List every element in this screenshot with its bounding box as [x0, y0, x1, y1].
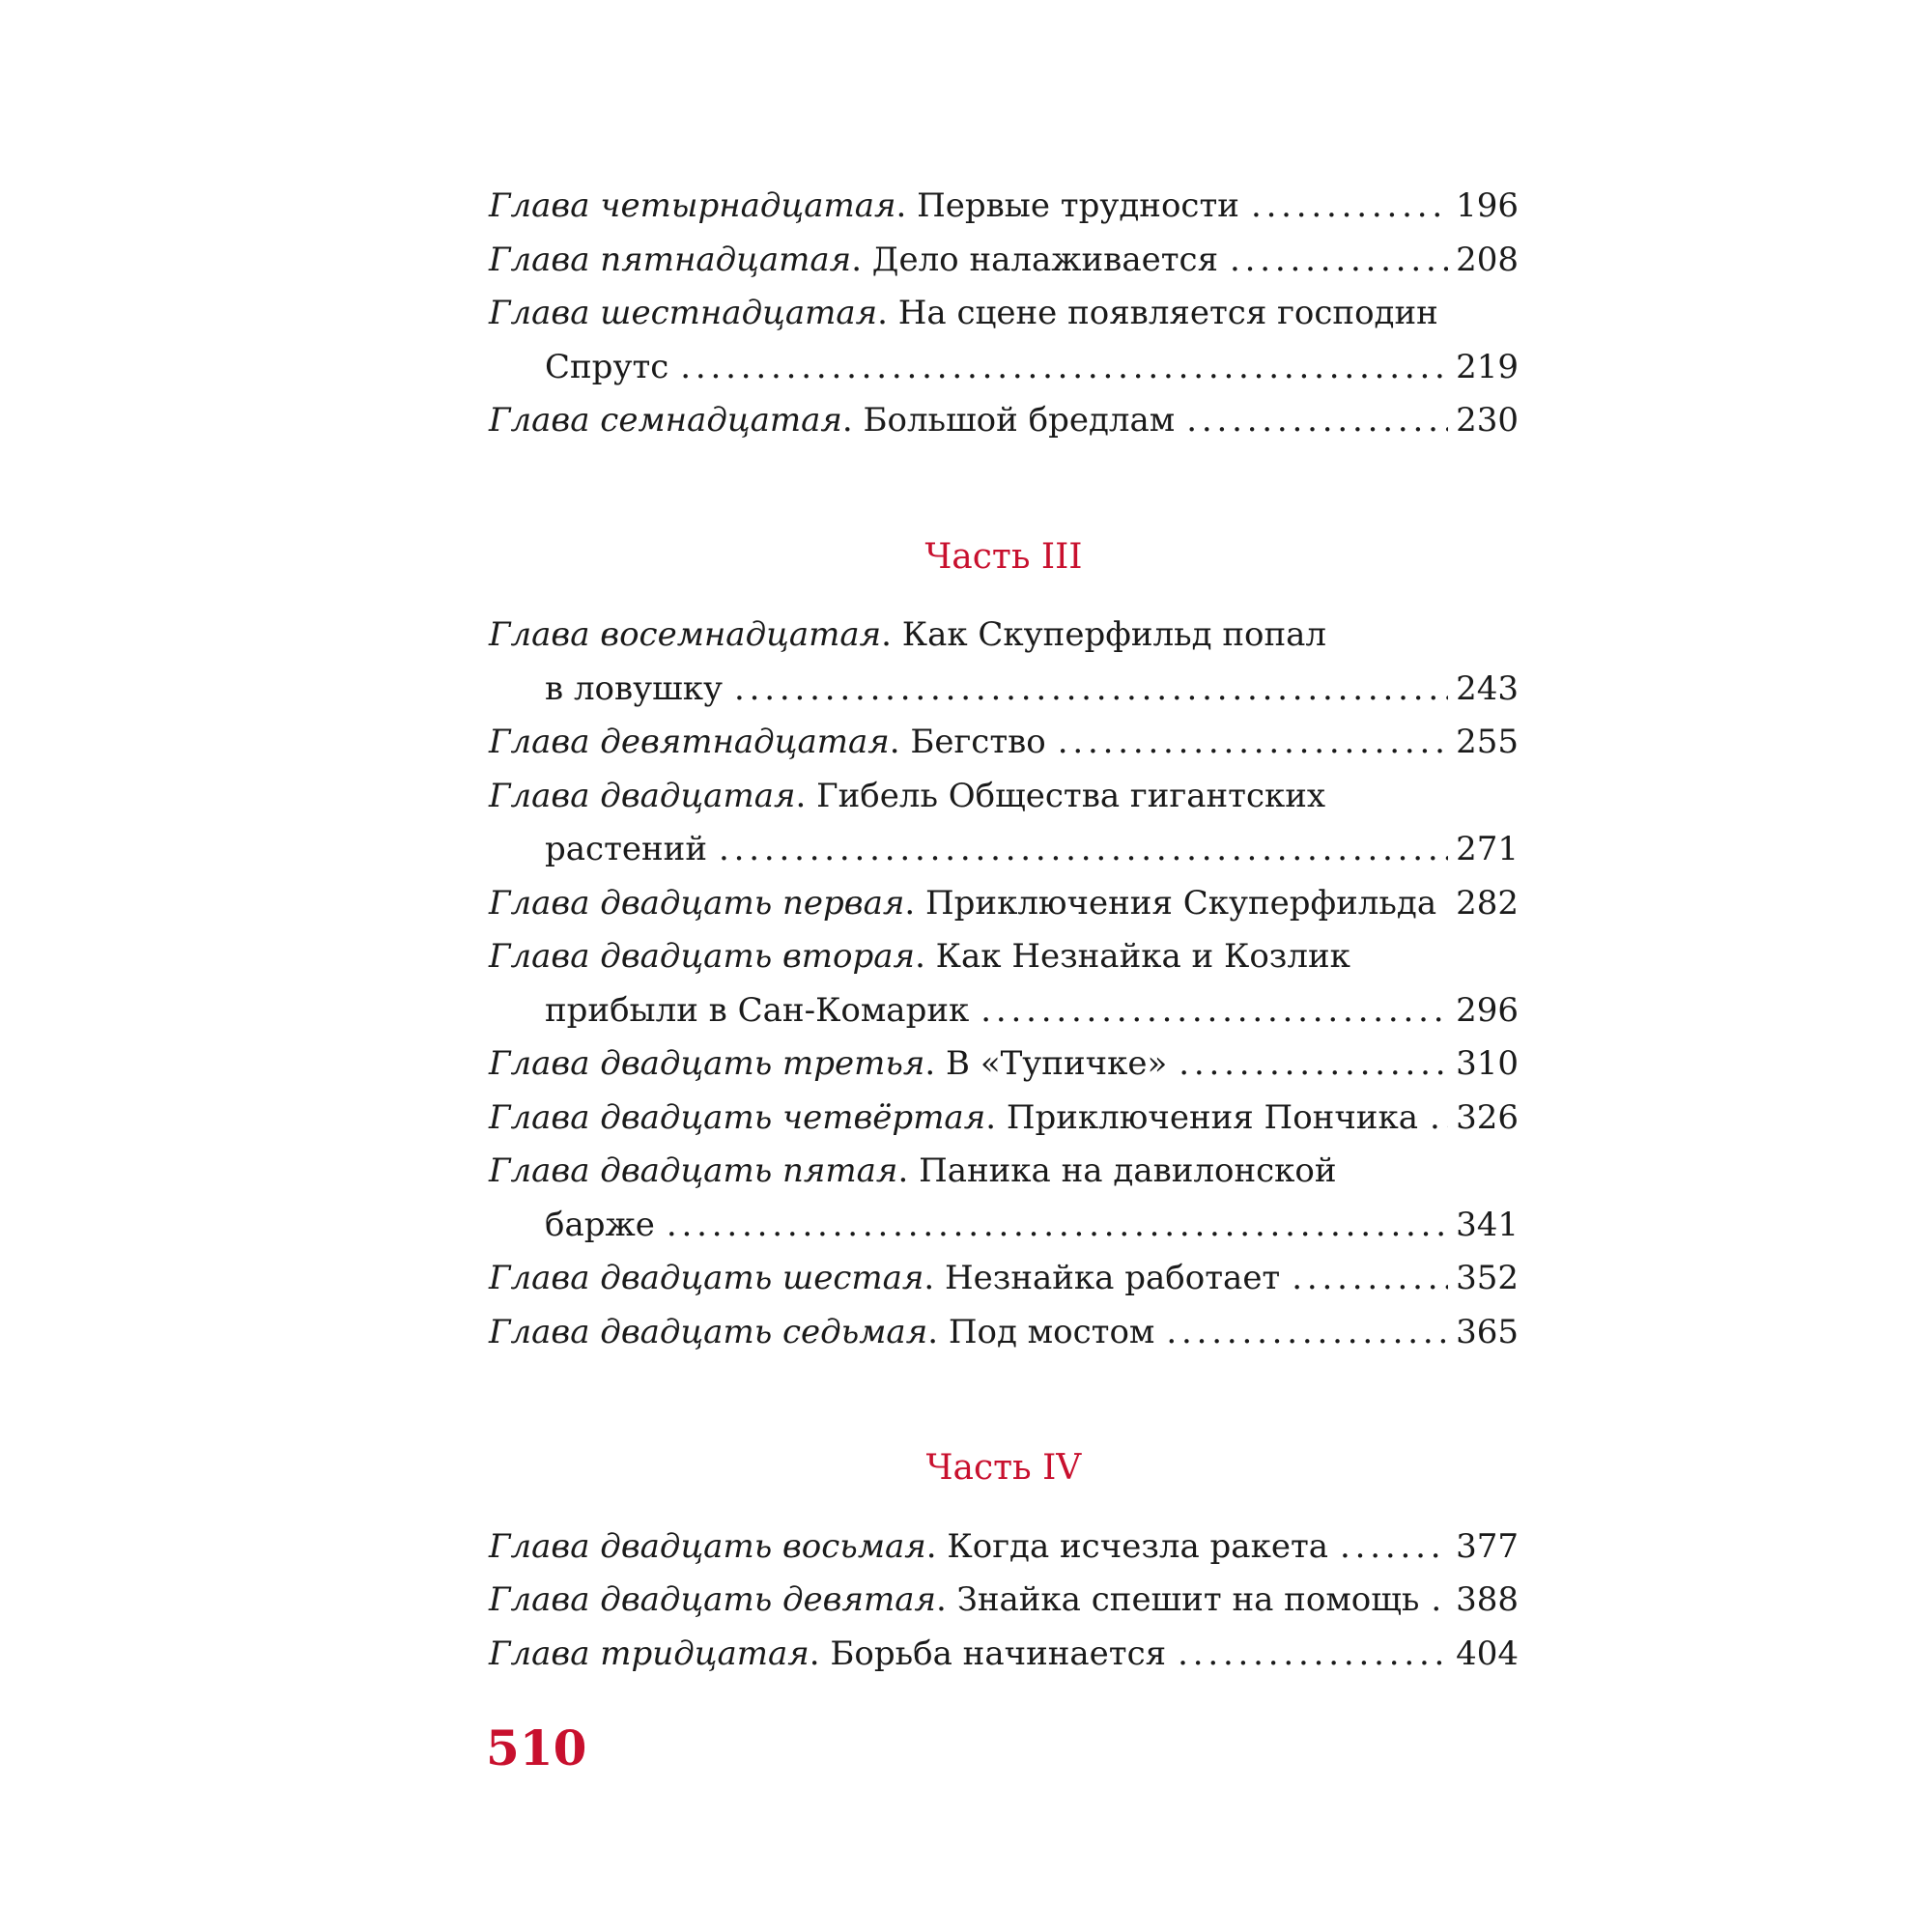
toc-group-part4: [489, 1520, 1519, 1682]
chapter-title: . Бегство: [889, 723, 1046, 761]
chapter-title-continued: растений: [545, 830, 707, 868]
spacer: [489, 1359, 1519, 1441]
toc-group-part2-end: [489, 180, 1519, 448]
dot-leader: [1430, 1092, 1448, 1146]
chapter-title: . Большой бредлам: [841, 401, 1176, 440]
toc-group-part3: [489, 609, 1519, 1359]
chapter-page-number: 255: [1456, 723, 1519, 761]
toc-entry-continuation: [489, 823, 1519, 877]
chapter-page-number: 230: [1456, 401, 1519, 440]
toc-entry-continuation: [489, 341, 1519, 395]
toc-entry-line: [489, 287, 1519, 341]
chapter-title: . Как Незнайка и Козлик: [915, 937, 1350, 976]
chapter-heading: [489, 1574, 1419, 1628]
dot-leader: [1431, 1574, 1448, 1628]
chapter-page-number: 365: [1456, 1312, 1519, 1351]
toc-entry: [489, 394, 1519, 448]
toc-entry-line: [489, 1145, 1519, 1199]
dot-leader: [1230, 234, 1448, 288]
dot-leader: [1058, 716, 1448, 770]
chapter-label: Глава тридцатая: [489, 1634, 810, 1673]
chapter-title: . Незнайка работает: [923, 1259, 1281, 1297]
chapter-label: Глава пятнадцатая: [489, 240, 852, 279]
chapter-label: Глава двадцать первая: [489, 883, 905, 923]
toc-entry: [489, 1092, 1519, 1146]
toc-entry: [489, 1306, 1519, 1360]
chapter-title: . Приключения Скуперфильда: [904, 883, 1437, 923]
dot-leader: [719, 823, 1448, 877]
chapter-heading: [489, 1306, 1154, 1360]
toc-entry: [489, 1520, 1519, 1575]
chapter-label: Глава двадцать вторая: [489, 937, 916, 976]
chapter-heading: [489, 180, 1239, 234]
chapter-page-number: 243: [1456, 668, 1519, 708]
table-of-contents: [489, 180, 1519, 1681]
toc-entry: [489, 1037, 1519, 1092]
chapter-heading: [489, 394, 1175, 448]
toc-entry: [489, 1574, 1519, 1628]
toc-entry-line: [489, 770, 1519, 824]
toc-entry-continuation: [489, 984, 1519, 1038]
chapter-page-number: 388: [1456, 1580, 1519, 1619]
chapter-page-number: 310: [1456, 1044, 1519, 1083]
chapter-label: Глава двадцать пятая: [489, 1151, 898, 1190]
chapter-label: Глава двадцать шестая: [489, 1259, 924, 1297]
dot-leader: [1166, 1306, 1448, 1360]
chapter-title: . Под мостом: [927, 1312, 1155, 1351]
chapter-page-number: 341: [1456, 1205, 1519, 1244]
chapter-title: . Дело налаживается: [851, 240, 1219, 279]
dot-leader: [1292, 1252, 1448, 1306]
dot-leader: [734, 663, 1448, 717]
chapter-title-continued: в ловушку: [545, 668, 724, 708]
chapter-title: . На сцене появляется господин: [877, 294, 1438, 332]
dot-leader: [667, 1199, 1448, 1253]
dot-leader: [980, 984, 1448, 1038]
chapter-label: Глава двадцать восьмая: [489, 1526, 926, 1566]
chapter-heading: [489, 234, 1218, 288]
toc-entry-continuation: [489, 663, 1519, 717]
toc-entry: [489, 877, 1519, 931]
chapter-heading: [489, 1520, 1328, 1575]
chapter-label: Глава семнадцатая: [489, 401, 842, 440]
chapter-page-number: 271: [1456, 830, 1519, 868]
chapter-page-number: 208: [1456, 240, 1519, 279]
chapter-heading: [489, 716, 1046, 770]
chapter-heading: [489, 877, 1436, 931]
chapter-page-number: 326: [1456, 1097, 1519, 1137]
toc-entry-line: [489, 930, 1519, 984]
chapter-title: . Знайка спешит на помощь: [936, 1580, 1420, 1619]
toc-entry: [489, 1252, 1519, 1306]
chapter-title: . Гибель Общества гигантских: [795, 776, 1326, 815]
chapter-title: . Как Скуперфильд попал: [881, 615, 1326, 654]
chapter-heading: [489, 1628, 1166, 1682]
dot-leader: [1178, 1628, 1448, 1682]
spacer: [489, 1495, 1519, 1520]
dot-leader: [680, 341, 1448, 395]
chapter-page-number: 196: [1456, 186, 1519, 225]
chapter-title-continued: прибыли в Сан-Комарик: [545, 990, 970, 1030]
spacer: [489, 583, 1519, 609]
chapter-label: Глава четырнадцатая: [489, 186, 896, 225]
chapter-page-number: 352: [1456, 1259, 1519, 1297]
chapter-title-continued: барже: [545, 1205, 655, 1244]
chapter-label: Глава двадцать третья: [489, 1044, 925, 1083]
dot-leader: [1340, 1520, 1448, 1575]
chapter-page-number: 377: [1456, 1526, 1519, 1566]
chapter-page-number: 219: [1456, 347, 1519, 386]
chapter-label: Глава двадцать четвёртая: [489, 1097, 986, 1137]
chapter-label: Глава двадцать девятая: [489, 1580, 937, 1619]
chapter-title-continued: Спрутс: [545, 347, 669, 386]
chapter-label: Глава двадцать седьмая: [489, 1312, 928, 1351]
toc-entry: [489, 234, 1519, 288]
toc-entry: [489, 180, 1519, 234]
chapter-heading: [489, 1092, 1418, 1146]
chapter-title: . Первые трудности: [895, 186, 1239, 225]
chapter-label: Глава шестнадцатая: [489, 294, 878, 332]
chapter-title: . Паника на давилонской: [897, 1151, 1337, 1190]
toc-entry: [489, 1628, 1519, 1682]
part-heading-4: Часть IV: [925, 1448, 1082, 1488]
toc-entry-line: [489, 609, 1519, 663]
chapter-title: . В «Тупичке»: [924, 1044, 1168, 1083]
page-number: 510: [486, 1719, 587, 1776]
chapter-title: . Приключения Пончика: [985, 1097, 1418, 1137]
spacer: [489, 448, 1519, 530]
chapter-title: . Борьба начинается: [809, 1634, 1167, 1673]
chapter-label: Глава девятнадцатая: [489, 723, 890, 761]
chapter-page-number: 282: [1456, 883, 1520, 923]
chapter-page-number: 296: [1456, 990, 1519, 1030]
chapter-page-number: 404: [1456, 1634, 1519, 1673]
toc-entry-continuation: [489, 1199, 1519, 1253]
chapter-heading: [489, 1037, 1167, 1092]
dot-leader: [1251, 180, 1448, 234]
dot-leader: [1186, 394, 1448, 448]
part-heading-3: Часть III: [924, 536, 1083, 577]
toc-entry: [489, 716, 1519, 770]
chapter-label: Глава двадцатая: [489, 776, 796, 815]
chapter-heading: [489, 1252, 1280, 1306]
dot-leader: [1179, 1037, 1448, 1092]
chapter-label: Глава восемнадцатая: [489, 615, 882, 654]
chapter-title: . Когда исчезла ракета: [925, 1526, 1329, 1566]
